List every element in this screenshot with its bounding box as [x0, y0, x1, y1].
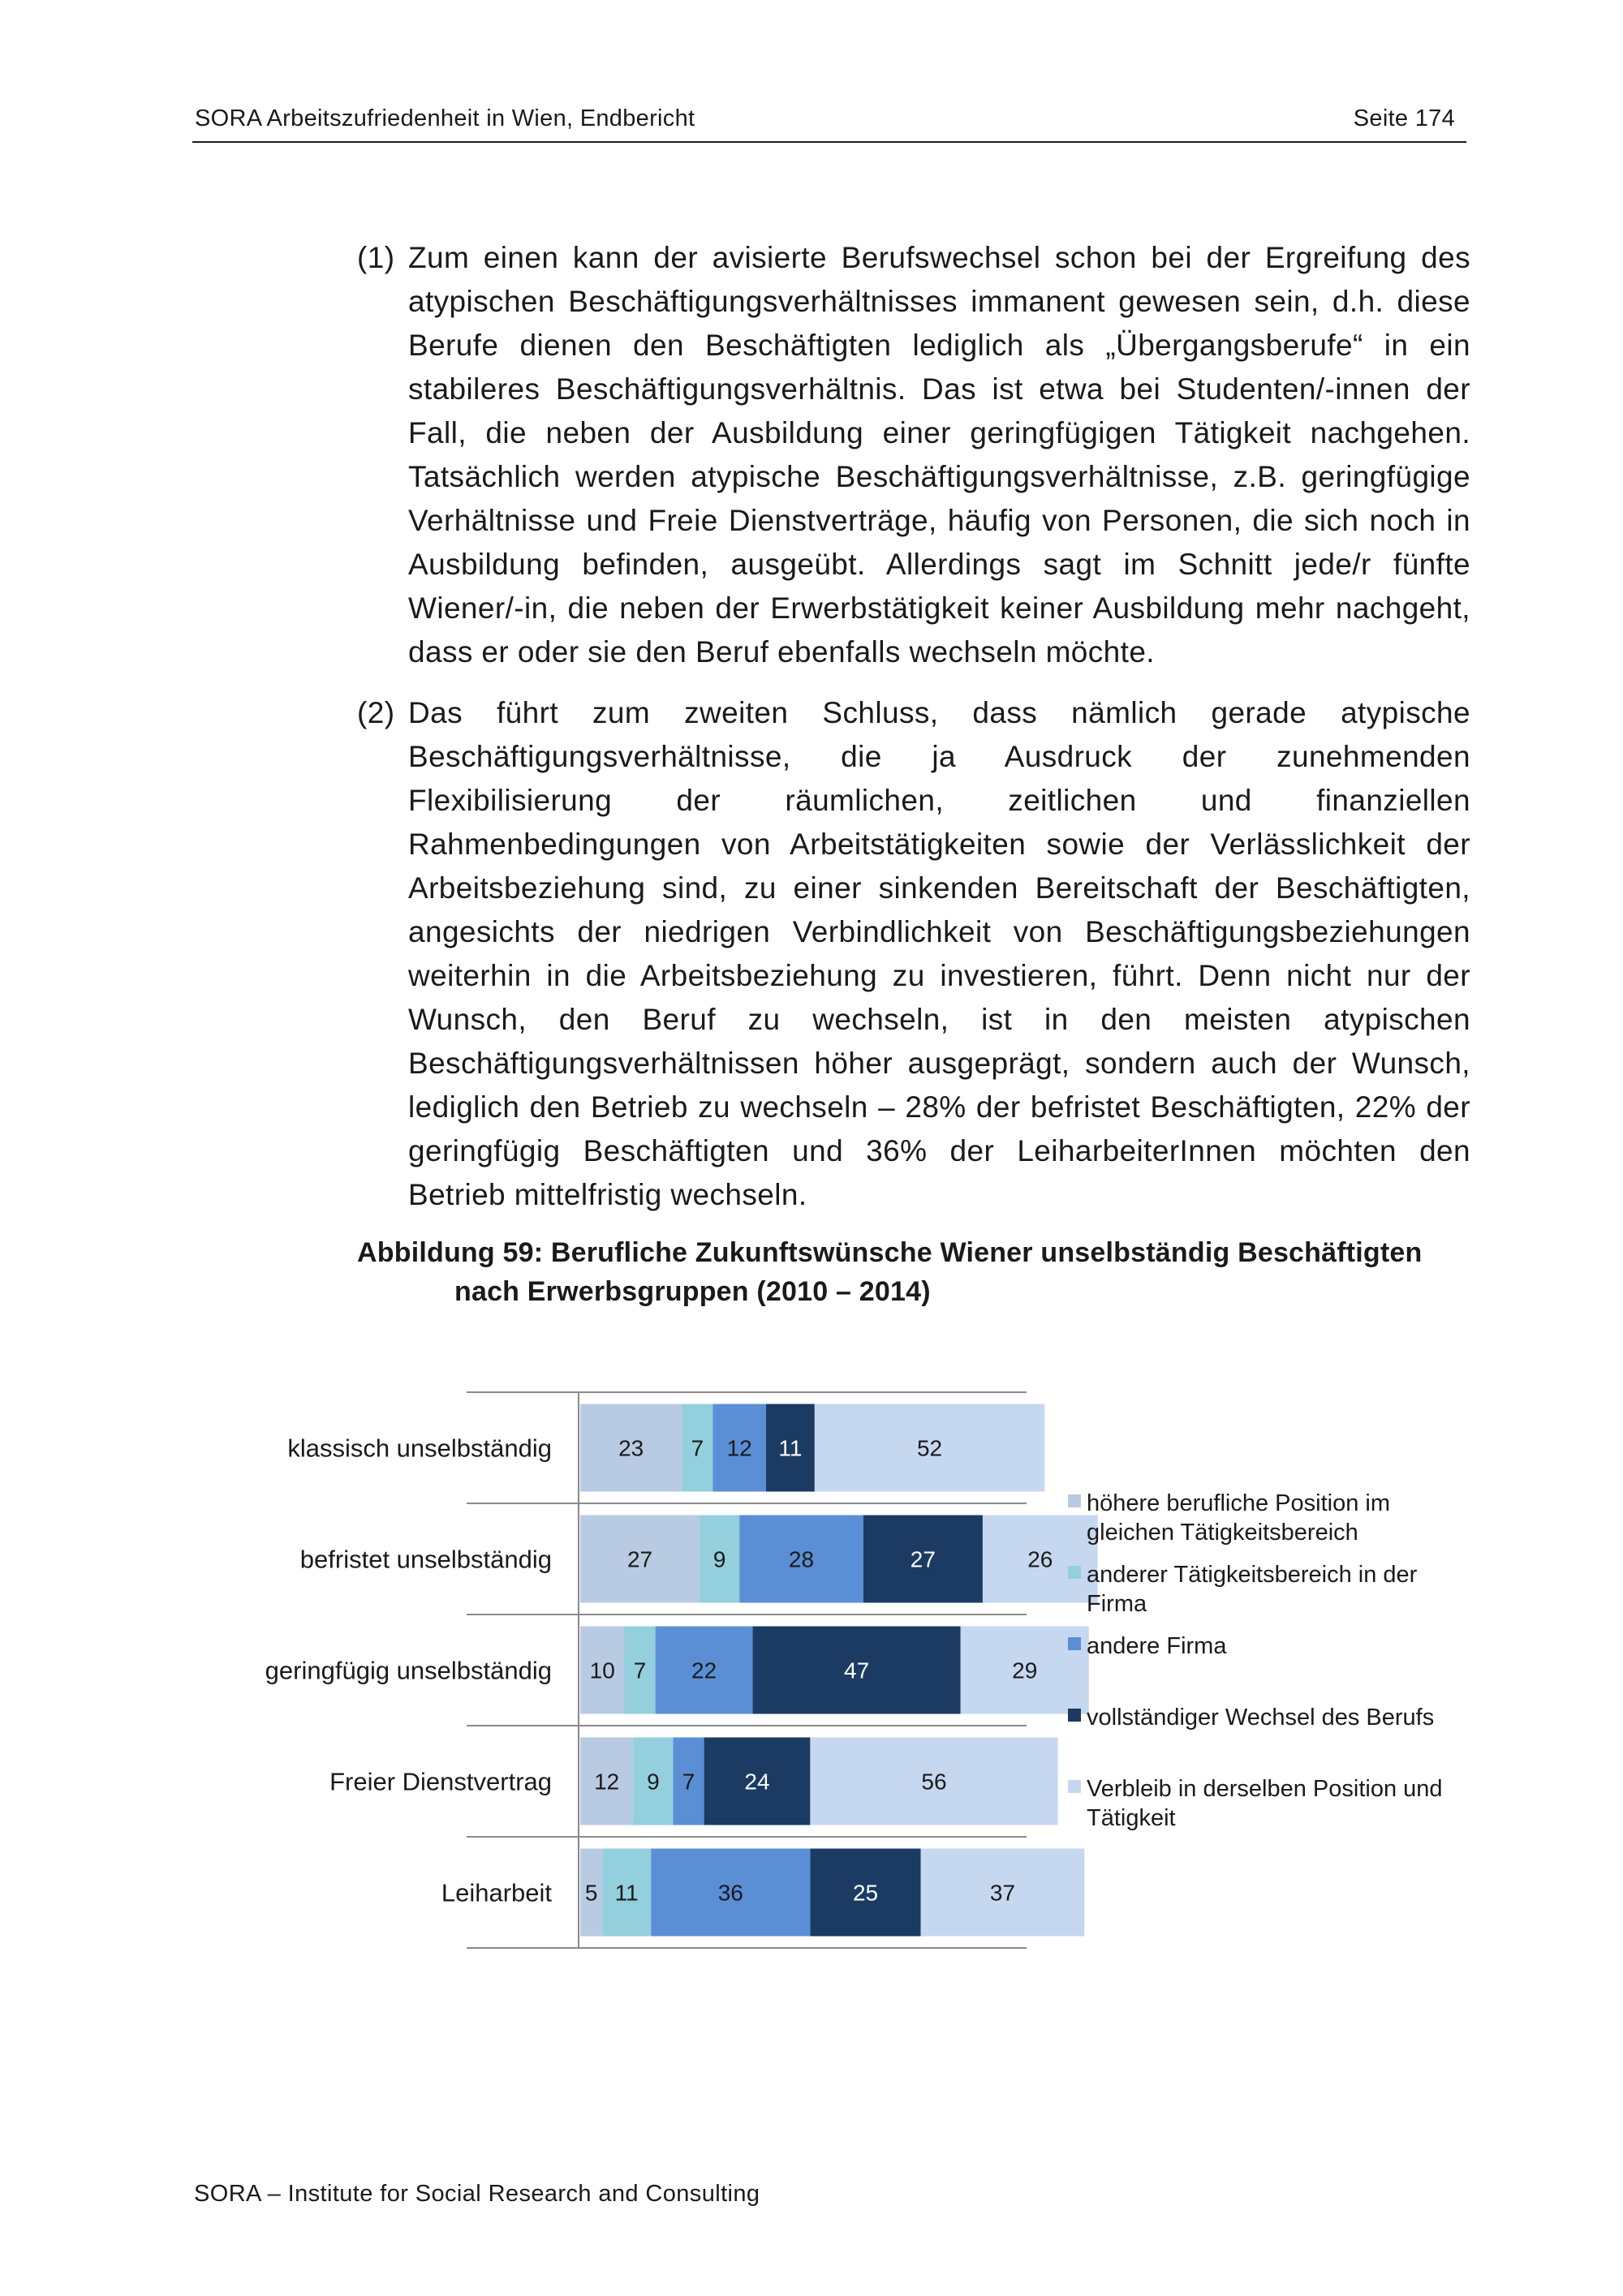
paragraph-1-text: Zum einen kann der avisierte Berufswechsel schon bei der Ergreifung des atypischen Beschäftigungsverhältnisses immanent gewesen sein, d.h. diese Berufe dienen den Beschäftigten lediglich als „Übergangsberufe“ in ein stabileres Beschäftigungsverhältnis. Das ist etwa bei Studenten/-innen der Fall, die neben der Ausbildung einer geringfügigen Tätigkeit nachgehen. Tatsächlich werden atypische Beschäftigungsverhältnisse, z.B. geringfügige Verhältnisse und Freie Dienstverträge, häufig von Personen, die sich noch in Ausbildung befinden, ausgeübt. Allerdings sagt im Schnitt jede/r fünfte Wiener/-in, die neben der Erwerbstätigkeit keiner Ausbildung mehr nachgeht, dass er oder sie den Beruf ebenfalls wechseln möchte.	[408, 241, 1470, 669]
data-label: 28	[788, 1546, 815, 1572]
stacked-bar-chart	[0, 1371, 1623, 1980]
data-label: 23	[618, 1435, 644, 1461]
legend-entry: gleichen Tätigkeitsbereich	[1087, 1520, 1358, 1546]
data-label: 5	[584, 1880, 598, 1906]
page-header	[192, 104, 1466, 143]
data-label: 12	[594, 1769, 620, 1795]
legend-swatch	[1068, 1637, 1081, 1650]
data-label: 56	[921, 1769, 947, 1795]
paragraph-2-text: Das führt zum zweiten Schluss, dass nämlich gerade atypische Beschäftigungsverhältnisse, die ja Ausdruck der zunehmenden Flexibilisierung der räumlichen, zeitlichen und finanziellen Rahmenbedingungen von Arbeitstätigkeiten sowie der Verlässlichkeit der Arbeitsbeziehung sind, zu einer sinkenden Bereitschaft der Beschäftigten, angesichts der niedrigen Verbindlichkeit von Beschäftigungsbeziehungen weiterhin in die Arbeitsbeziehung zu investieren, führt. Denn nicht nur der Wunsch, den Beruf zu wechseln, ist in den meisten atypischen Beschäftigungsverhältnissen höher ausgeprägt, sondern auch der Wunsch, lediglich den Betrieb zu wechseln – 28% der befristet Beschäftigten, 22% der geringfügig Beschäftigten und 36% der LeiharbeiterInnen möchten den Betrieb mittelfristig wechseln.	[408, 696, 1470, 1211]
category-label: klassisch unselbständig	[287, 1434, 552, 1463]
data-label: 9	[712, 1546, 726, 1572]
legend-swatch	[1068, 1709, 1081, 1722]
caption-line-2: nach Erwerbsgruppen (2010 – 2014)	[454, 1276, 931, 1307]
legend-swatch	[1068, 1780, 1081, 1793]
data-label: 37	[989, 1880, 1016, 1906]
figure-caption	[357, 1233, 1470, 1311]
paragraph-2	[357, 691, 1470, 1217]
page-number: Seite 174	[1353, 105, 1455, 131]
data-label: 29	[1012, 1658, 1038, 1683]
legend-entry: vollständiger Wechsel des Berufs	[1087, 1705, 1435, 1731]
data-label: 12	[726, 1435, 752, 1461]
data-label: 7	[633, 1658, 647, 1683]
paragraph-1	[357, 236, 1470, 674]
data-label: 36	[717, 1880, 743, 1906]
data-label: 25	[852, 1880, 879, 1906]
category-label: Leiharbeit	[441, 1878, 552, 1907]
legend-entry: andere Firma	[1087, 1633, 1227, 1659]
legend-entry: höhere berufliche Position im	[1087, 1490, 1390, 1516]
data-label: 26	[1027, 1546, 1053, 1572]
data-label: 11	[778, 1435, 803, 1461]
data-label: 47	[844, 1658, 870, 1683]
legend-entry: anderer Tätigkeitsbereich in der	[1087, 1562, 1418, 1588]
legend-swatch	[1068, 1566, 1081, 1579]
header-title: SORA Arbeitszufriedenheit in Wien, Endbericht	[195, 105, 695, 131]
data-label: 22	[691, 1658, 717, 1683]
data-label: 24	[744, 1769, 770, 1795]
data-label: 52	[916, 1435, 943, 1461]
caption-line-1: Abbildung 59: Berufliche Zukunftswünsche Wiener unselbständig Beschäftigten	[357, 1237, 1423, 1268]
category-label: befristet unselbständig	[299, 1545, 552, 1574]
data-label: 27	[626, 1546, 653, 1572]
body-text	[357, 236, 1470, 1234]
paragraph-1-number: (1)	[357, 241, 395, 274]
data-label: 7	[691, 1435, 704, 1461]
legend-entry: Tätigkeit	[1087, 1805, 1176, 1831]
page-footer: SORA – Institute for Social Research and Consulting	[194, 2181, 760, 2207]
data-label: 11	[614, 1880, 639, 1906]
data-label: 7	[682, 1769, 695, 1795]
category-label: Freier Dienstvertrag	[329, 1767, 552, 1796]
data-label: 27	[910, 1546, 936, 1572]
legend-entry: Verbleib in derselben Position und	[1087, 1776, 1443, 1802]
data-label: 9	[647, 1769, 660, 1795]
paragraph-2-number: (2)	[357, 696, 395, 729]
data-label: 10	[589, 1658, 615, 1683]
legend-entry: Firma	[1087, 1591, 1147, 1617]
legend-swatch	[1068, 1494, 1081, 1507]
category-label: geringfügig unselbständig	[265, 1656, 552, 1685]
